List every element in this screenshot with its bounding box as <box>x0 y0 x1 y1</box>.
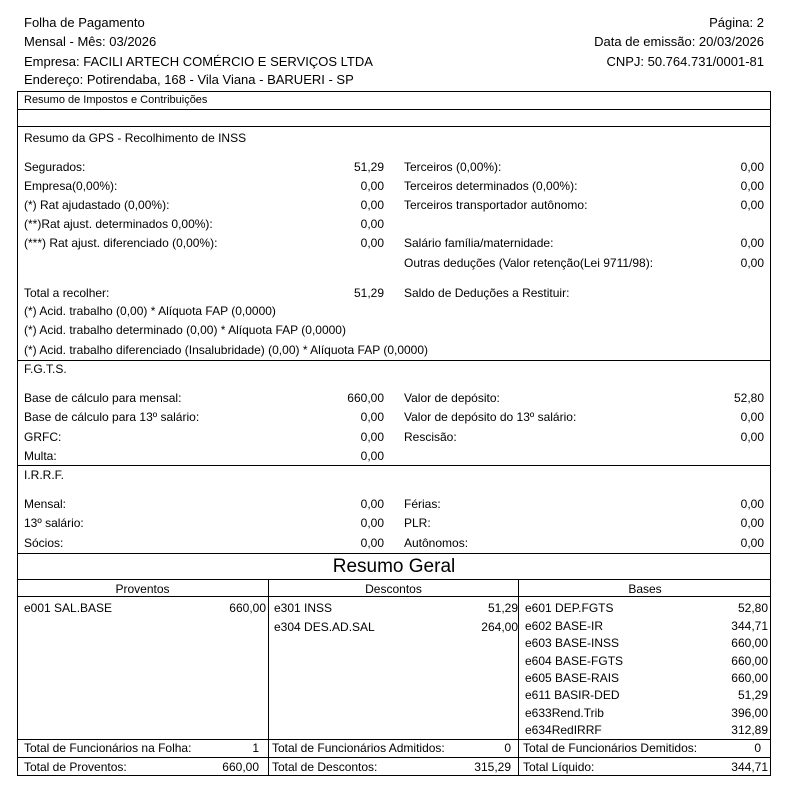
gps-label: Terceiros transportador autônomo: <box>404 198 588 212</box>
fgts-title: F.G.T.S. <box>24 362 67 376</box>
base-value: 660,00 <box>731 636 768 650</box>
base-code: e634RedIRRF <box>525 723 602 737</box>
fgts-label: GRFC: <box>24 430 62 444</box>
gps-label: (*) Rat ajudastado (0,00%): <box>24 198 170 212</box>
dismissed-value: 0 <box>754 741 761 755</box>
desconto-value: 51,29 <box>487 601 518 615</box>
fgts-value: 0,00 <box>740 430 764 444</box>
bases-header: Bases <box>628 582 662 596</box>
fgts-value: 0,00 <box>360 449 384 463</box>
divider <box>17 126 771 127</box>
summary-title: Resumo Geral <box>332 556 456 577</box>
total-employees-value: 1 <box>252 741 259 755</box>
gps-label: (**)Rat ajust. determinados 0,00%): <box>24 217 213 231</box>
gps-label: Outras deduções (Valor retenção(Lei 9711/98): <box>404 256 654 270</box>
page-number: Página: 2 <box>709 15 764 30</box>
gps-value: 0,00 <box>740 179 764 193</box>
base-value: 660,00 <box>731 671 768 685</box>
total-liquido-value: 344,71 <box>731 760 768 774</box>
divider <box>17 109 771 110</box>
irrf-label: Sócios: <box>24 536 64 550</box>
descontos-header: Descontos <box>365 582 422 596</box>
total-proventos-label: Total de Proventos: <box>24 760 127 774</box>
report-frame <box>17 91 771 776</box>
admitted-label: Total de Funcionários Admitidos: <box>272 741 445 755</box>
base-value: 660,00 <box>731 654 768 668</box>
base-value: 312,89 <box>731 723 768 737</box>
irrf-label: Mensal: <box>24 497 67 511</box>
irrf-value: 0,00 <box>740 497 764 511</box>
divider <box>17 757 771 758</box>
total-descontos-value: 315,29 <box>474 760 511 774</box>
column-divider <box>268 579 269 739</box>
admitted-value: 0 <box>504 741 511 755</box>
fgts-label: Multa: <box>24 449 57 463</box>
gps-note: (*) Acid. trabalho determinado (0,00) * Alíquota FAP (0,0000) <box>24 323 346 337</box>
provento-value: 660,00 <box>229 601 266 615</box>
divider <box>17 739 771 740</box>
gps-value: 0,00 <box>740 236 764 250</box>
proventos-header: Proventos <box>115 582 170 596</box>
base-code: e611 BASIR-DED <box>525 688 620 702</box>
irrf-label: Férias: <box>404 497 441 511</box>
total-employees-label: Total de Funcionários na Folha: <box>24 741 192 755</box>
total-liquido-label: Total Líquido: <box>523 760 595 774</box>
company-name: Empresa: FACILI ARTECH COMÉRCIO E SERVIÇOS LTDA <box>24 54 373 69</box>
gps-note: (*) Acid. trabalho diferenciado (Insalubridade) (0,00) * Alíquota FAP (0,0000) <box>24 343 429 357</box>
fgts-value: 0,00 <box>360 410 384 424</box>
fgts-value: 0,00 <box>360 430 384 444</box>
irrf-label: Autônomos: <box>404 536 469 550</box>
gps-label: Salário família/maternidade: <box>404 236 554 250</box>
irrf-label: PLR: <box>404 516 431 530</box>
gps-value: 0,00 <box>740 160 764 174</box>
divider <box>17 553 771 554</box>
gps-title: Resumo da GPS - Recolhimento de INSS <box>24 131 247 145</box>
fgts-label: Rescisão: <box>404 430 457 444</box>
base-value: 51,29 <box>737 688 768 702</box>
fgts-label: Base de cálculo para mensal: <box>24 391 182 405</box>
fgts-label: Base de cálculo para 13º salário: <box>24 410 200 424</box>
column-divider <box>518 579 519 739</box>
gps-note: (*) Acid. trabalho (0,00) * Alíquota FAP (0,0000) <box>24 304 276 318</box>
gps-value: 0,00 <box>360 217 384 231</box>
gps-label: Terceiros (0,00%): <box>404 160 502 174</box>
gps-value: 0,00 <box>740 256 764 270</box>
gps-value: 0,00 <box>360 236 384 250</box>
irrf-value: 0,00 <box>360 536 384 550</box>
gps-value: 51,29 <box>353 160 384 174</box>
total-proventos-value: 660,00 <box>222 760 259 774</box>
total-descontos-label: Total de Descontos: <box>272 760 378 774</box>
irrf-value: 0,00 <box>740 536 764 550</box>
divider <box>17 579 771 580</box>
gps-label: (***) Rat ajust. diferenciado (0,00%): <box>24 236 218 250</box>
fgts-value: 0,00 <box>740 410 764 424</box>
report-period: Mensal - Mês: 03/2026 <box>24 34 157 49</box>
desconto-code: e304 DES.AD.SAL <box>274 620 375 634</box>
divider <box>17 465 771 466</box>
gps-total-label: Total a recolher: <box>24 286 110 300</box>
irrf-label: 13º salário: <box>24 516 84 530</box>
gps-value: 0,00 <box>740 198 764 212</box>
base-value: 396,00 <box>731 706 768 720</box>
issue-date: Data de emissão: 20/03/2026 <box>594 34 764 49</box>
dismissed-label: Total de Funcionários Demitidos: <box>523 741 698 755</box>
report-title: Folha de Pagamento <box>24 15 145 30</box>
base-code: e601 DEP.FGTS <box>525 601 614 615</box>
divider <box>17 596 771 597</box>
irrf-value: 0,00 <box>740 516 764 530</box>
fgts-label: Valor de depósito: <box>404 391 500 405</box>
provento-code: e001 SAL.BASE <box>24 601 113 615</box>
divider <box>17 360 771 361</box>
gps-balance-label: Saldo de Deduções a Restituir: <box>404 286 570 300</box>
gps-value: 0,00 <box>360 179 384 193</box>
company-address: Endereço: Potirendaba, 168 - Vila Viana - BARUERI - SP <box>24 72 354 87</box>
base-code: e605 BASE-RAIS <box>525 671 620 685</box>
base-code: e602 BASE-IR <box>525 619 604 633</box>
fgts-value: 660,00 <box>347 391 384 405</box>
gps-total-value: 51,29 <box>353 286 384 300</box>
gps-value: 0,00 <box>360 198 384 212</box>
irrf-value: 0,00 <box>360 516 384 530</box>
base-code: e604 BASE-FGTS <box>525 654 624 668</box>
gps-label: Terceiros determinados (0,00%): <box>404 179 578 193</box>
irrf-value: 0,00 <box>360 497 384 511</box>
desconto-value: 264,00 <box>481 620 518 634</box>
base-code: e633Rend.Trib <box>525 706 604 720</box>
fgts-label: Valor de depósito do 13º salário: <box>404 410 577 424</box>
company-cnpj: CNPJ: 50.764.731/0001-81 <box>606 54 764 69</box>
irrf-title: I.R.R.F. <box>24 468 65 482</box>
fgts-value: 52,80 <box>733 391 764 405</box>
taxes-section-title: Resumo de Impostos e Contribuições <box>24 94 208 106</box>
desconto-code: e301 INSS <box>274 601 333 615</box>
base-value: 344,71 <box>731 619 768 633</box>
base-code: e603 BASE-INSS <box>525 636 620 650</box>
base-value: 52,80 <box>737 601 768 615</box>
gps-label: Segurados: <box>24 160 86 174</box>
gps-label: Empresa(0,00%): <box>24 179 118 193</box>
